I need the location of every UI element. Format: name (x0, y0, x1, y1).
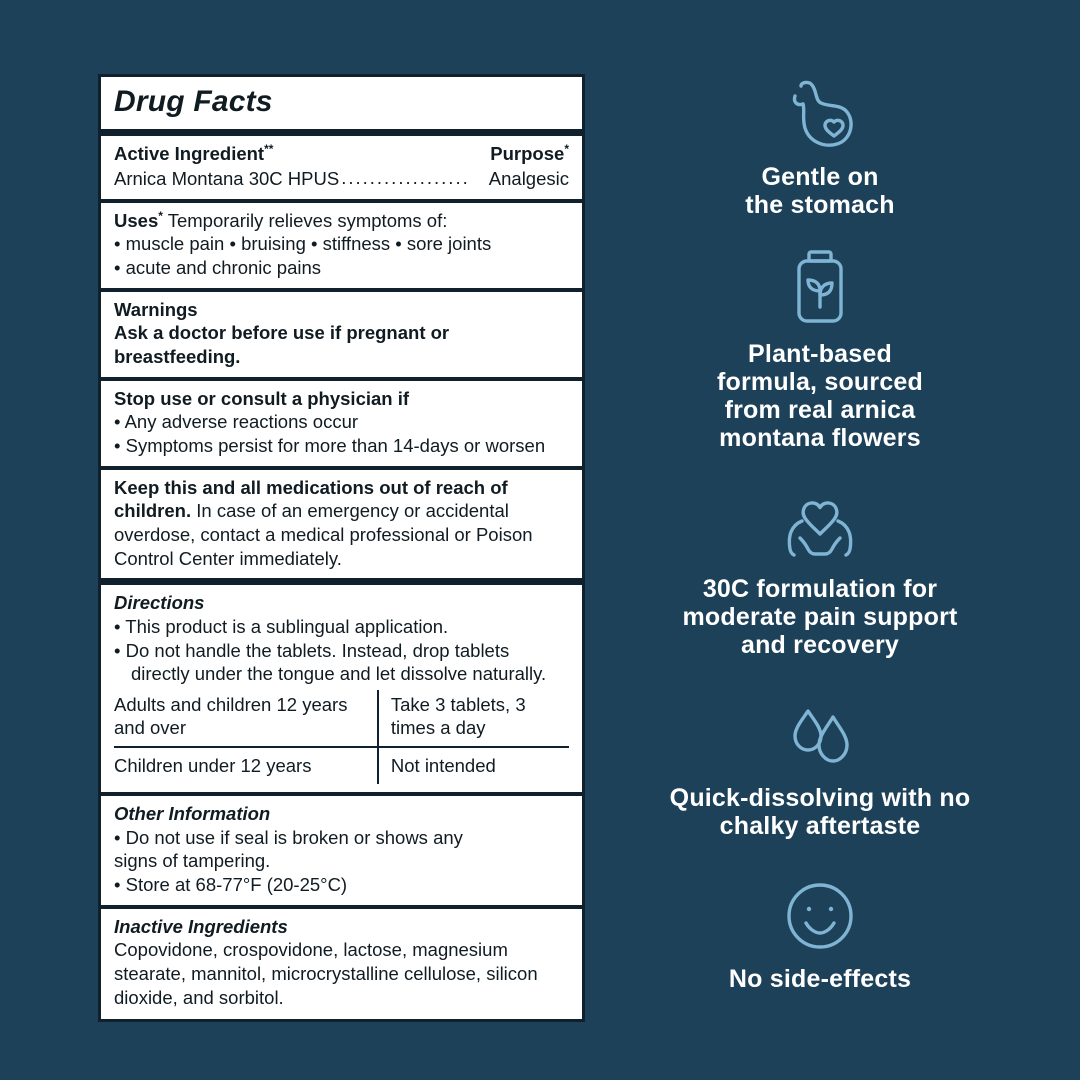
benefit-item (620, 241, 1020, 452)
hands-heart-icon (620, 476, 1020, 562)
benefit-label (620, 784, 1020, 840)
other-information-line: • Do not use if seal is broken or shows any (114, 826, 463, 848)
uses-line: • muscle pain • bruising • stiffness • sore joints (114, 233, 492, 255)
drug-facts-title: Drug Facts (114, 85, 273, 118)
active-ingredient-footnote-marker: ** (264, 142, 274, 156)
uses-section (101, 203, 582, 288)
uses-heading: Uses* (114, 208, 163, 231)
inactive-ingredients-section (101, 909, 582, 1020)
stop-use-line: • Any adverse reactions occur (114, 411, 359, 433)
keep-out-of-reach-lead: Keep this and all medications out of reach of children. (114, 476, 508, 522)
benefit-label-line: montana flowers (719, 424, 921, 452)
benefit-label-line: formula, sourced (716, 368, 924, 396)
benefits-list (620, 60, 1020, 1011)
divider (101, 578, 582, 585)
directions-line: • This product is a sublingual application. (114, 616, 449, 638)
dosage-who: Adults and children 12 years and over (114, 690, 378, 747)
dosage-table-wrapper (101, 690, 582, 792)
table-row (114, 747, 569, 784)
other-information-line: signs of tampering. (114, 850, 271, 872)
benefit-item (620, 476, 1020, 659)
warnings-line: Ask a doctor before use if pregnant or breastfeeding. (114, 322, 450, 368)
benefit-label (620, 965, 1020, 993)
benefit-label (620, 340, 1020, 452)
benefit-label-line: chalky aftertaste (719, 812, 921, 840)
directions-line: • Do not handle the tablets. Instead, drop tablets (114, 639, 510, 661)
active-ingredient-section (101, 136, 582, 199)
benefit-label (620, 575, 1020, 659)
benefit-label-line: Gentle on (761, 163, 879, 191)
benefit-label-line: No side-effects (728, 965, 912, 993)
benefit-label (620, 163, 1020, 219)
keep-out-of-reach-text: In case of an emergency or accidental overdose, contact a medical professional or Poison Control Center immediately. (114, 500, 533, 569)
benefit-label-line: Quick-dissolving with no (669, 784, 971, 812)
stop-use-line: • Symptoms persist for more than 14-days or worsen (114, 435, 546, 457)
benefit-item (620, 866, 1020, 993)
smiley-face-icon (620, 866, 1020, 952)
dosage-amount: Not intended (378, 747, 569, 784)
uses-intro: Temporarily relieves symptoms of: (167, 209, 448, 231)
plant-bottle-icon (620, 241, 1020, 327)
drug-facts-panel (98, 74, 585, 1022)
directions-heading: Directions (114, 592, 205, 614)
keep-out-of-reach-section (101, 470, 582, 579)
warnings-heading: Warnings (114, 298, 198, 320)
other-information-section (101, 796, 582, 905)
inactive-ingredients-heading: Inactive Ingredients (114, 915, 288, 937)
table-row (114, 690, 569, 747)
benefit-label-line: Plant-based (748, 340, 892, 368)
benefit-label-line: and recovery (740, 631, 900, 659)
dosage-table (114, 690, 569, 784)
stomach-heart-icon (620, 64, 1020, 150)
other-information-heading: Other Information (114, 802, 271, 824)
water-drops-icon (620, 685, 1020, 771)
active-ingredient-purpose: Analgesic (488, 167, 569, 189)
directions-line-indent: directly under the tongue and let dissolve naturally. (131, 663, 547, 685)
dosage-who: Children under 12 years (114, 747, 378, 784)
benefit-label-line: moderate pain support (682, 603, 958, 631)
dosage-amount: Take 3 tablets, 3 times a day (390, 694, 526, 739)
directions-section (101, 585, 582, 688)
purpose-footnote-marker: * (564, 142, 569, 156)
stop-use-section (101, 381, 582, 466)
uses-line: • acute and chronic pains (114, 257, 322, 278)
active-ingredient-name: Arnica Montana 30C HPUS (114, 167, 340, 189)
inactive-ingredients-text: Copovidone, crospovidone, lactose, magnesium stearate, mannitol, microcrystalline cellulose, silicon dioxide, and sorbitol. (114, 939, 538, 1008)
purpose-heading: Purpose* (490, 142, 569, 165)
active-ingredient-heading: Active Ingredient** (114, 142, 274, 165)
benefit-label-line: from real arnica (724, 396, 916, 424)
other-information-line: • Store at 68-77°F (20-25°C) (114, 873, 348, 895)
divider (101, 129, 582, 136)
warnings-section (101, 292, 582, 377)
leader-dots: .................. (341, 166, 470, 188)
stop-use-heading: Stop use or consult a physician if (114, 387, 410, 409)
benefit-label-line: the stomach (745, 191, 895, 219)
uses-footnote-marker: * (158, 208, 163, 223)
benefit-item (620, 685, 1020, 840)
benefit-label-line: 30C formulation for (702, 575, 938, 603)
benefit-item (620, 64, 1020, 219)
